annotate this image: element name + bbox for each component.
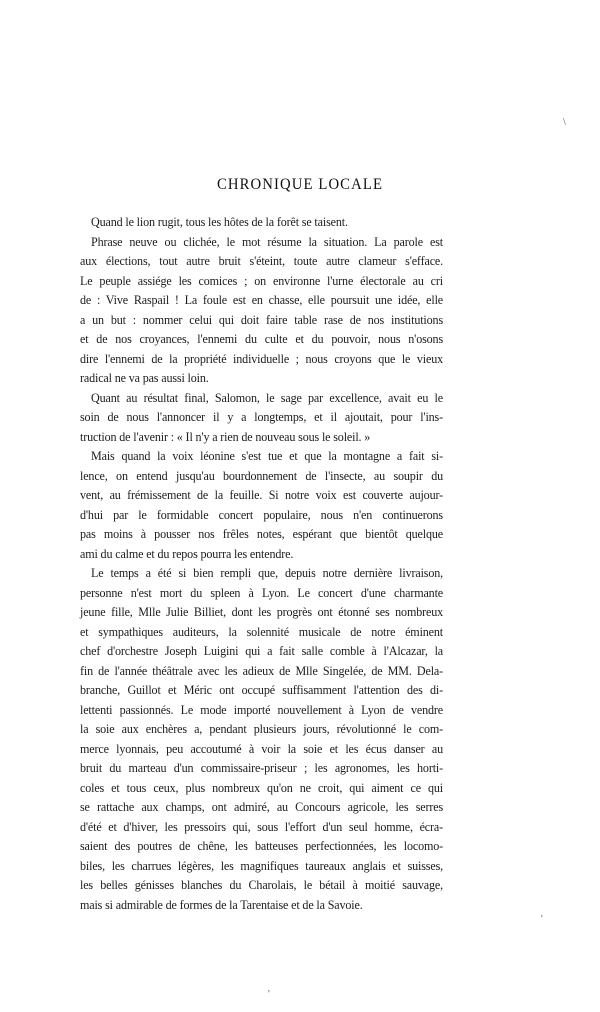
margin-mark-right: ' [541,914,543,925]
text-line: Quand le lion rugit, tous les hôtes de la forêt se taisent. [91,215,348,229]
text-line: a un but : nommer celui qui doit faire table rase de nos institutions [80,312,443,327]
text-line: aux élections, tout autre bruit s'éteint, toute autre clameur s'efface. [80,254,443,268]
text-line: d'été et d'hiver, les pressoirs qui, sous l'effort d'un seul homme, écra- [80,819,443,834]
page-title: CHRONIQUE LOCALE [216,176,384,193]
text-line: branche, Guillot et Méric ont occupé suffisamment l'attention des di- [80,683,443,697]
text-line: fin de l'année théâtrale avec les adieux de Mlle Singelée, de MM. Dela- [80,663,443,678]
text-line: radical ne va pas aussi loin. [80,371,209,385]
text-line: Le peuple assiége les comices ; on environne l'urne électorale au cri [80,273,443,288]
text-line: ami du calme et du repos pourra les entendre. [80,546,294,561]
text-line: lence, on entend jusqu'au bourdonnement de l'insecte, au soupir du [80,468,443,483]
text-line: truction de l'avenir : « Il n'y a rien de nouveau sous le soleil. » [80,429,371,444]
text-line: soin de nous l'annoncer il y a longtemps, et il ajoutait, pour l'ins- [80,410,443,424]
text-line: Le temps a été si bien rempli que, depuis notre dernière livraison, [91,566,443,580]
text-line: mais si admirable de formes de la Tarentaise et de la Savoie. [80,897,363,912]
margin-mark-bottom: ' [268,989,270,1000]
text-line: merce lyonnais, peu accoutumé à voir la soie et les écus danser au [80,741,443,756]
text-line: Mais quand la voix léonine s'est tue et que la montagne a fait si- [91,449,443,463]
text-line: de : Vive Raspail ! La foule est en chasse, elle poursuit une idée, elle [80,293,443,307]
text-line: Phrase neuve ou clichée, le mot résume la situation. La parole est [91,234,443,249]
corner-mark: \ [563,117,566,128]
text-line: coles et tous ceux, plus nombreux qu'on ne croit, qui aiment ce qui [80,780,443,795]
text-line: Quant au résultat final, Salomon, le sage par excellence, avait eu le [91,390,443,405]
text-line: les belles génisses blanches du Charolais, le bétail à moitié sauvage, [80,878,443,892]
text-line: d'hui par le formidable concert populaire, nous n'en continuerons [80,507,443,522]
text-line: personne n'est mort du spleen à Lyon. Le concert d'une charmante [80,585,443,600]
text-line: saient des poutres de chêne, les batteuses perfectionnées, les locomo- [80,839,443,853]
text-line: la soie aux enchères a, pendant plusieurs jours, révolutionné le com- [80,722,443,736]
text-line: chef d'orchestre Joseph Luigini qui a fait salle comble à l'Alcazar, la [80,644,443,658]
text-line: pas moins à pousser nos frêles notes, espérant que bientôt quelque [80,527,443,541]
text-line: jeune fille, Mlle Julie Billiet, dont les progrès ont étonné ses nombreux [80,605,443,619]
text-line: vent, au frémissement de la feuille. Si notre voix est couverte aujour- [80,488,443,502]
text-line: lettenti passionnés. Le mode importé nouvellement à Lyon de vendre [80,702,443,717]
article-body [80,213,443,915]
text-line: et sympathiques auditeurs, la solennité musicale de notre éminent [80,624,443,639]
text-line: bruit du marteau d'un commissaire-priseur ; les agronomes, les horti- [80,761,443,775]
text-line: se rattache aux champs, ont admiré, au Concours agricole, les serres [80,800,443,814]
text-line: biles, les charrues légères, les magnifiques taureaux anglais et suisses, [80,858,443,873]
text-line: et de nos croyances, l'ennemi du culte et du pouvoir, nous n'osons [80,332,443,346]
text-line: dire l'ennemi de la propriété individuelle ; nous croyons que le vieux [80,351,443,366]
